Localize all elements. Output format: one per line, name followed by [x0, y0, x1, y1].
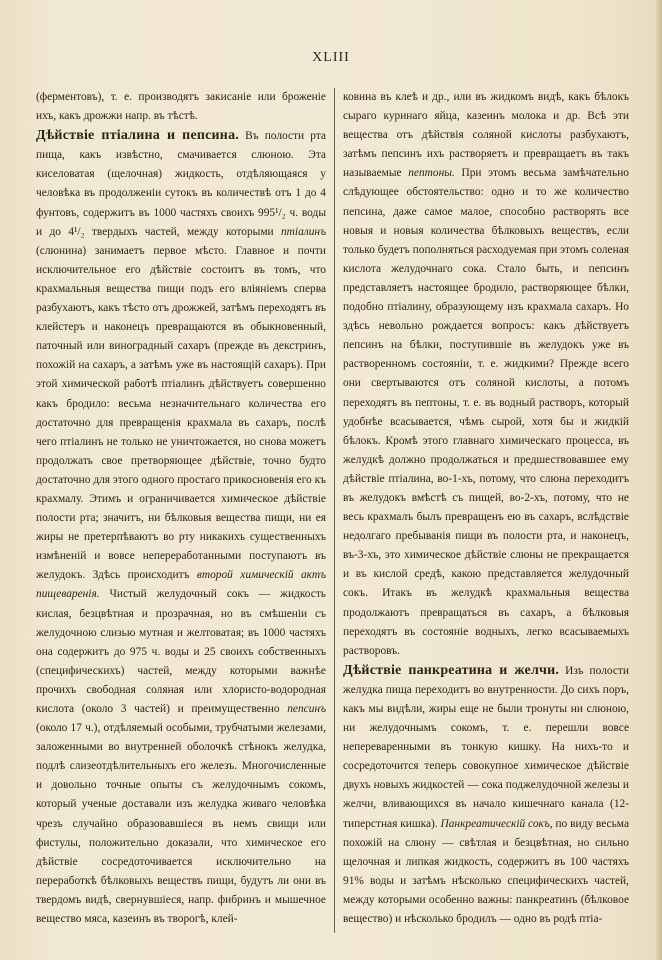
right-column: [343, 88, 629, 929]
paragraph-text: ковина въ клеѣ и др., или въ жидкомъ видѣ, какъ бѣлокъ сыраго куринаго яйца, казеинъ молока и др. Всѣ эти вещества отъ дѣйствія соляной кислоты разбухаютъ, затѣмъ пепсинъ ихъ растворяетъ и превращаетъ въ такъ называемые: [343, 91, 629, 180]
paragraph-ptialin-pepsin: [36, 126, 326, 929]
paragraph-text: Изъ полости желудка пища переходитъ во внутренности. До сихъ поръ, какъ мы видѣли, жиры еще не были тронуты ни слюною, ни желудочнымъ сокомъ, т. е. перешли вовсе непереваренными въ тонкую кишку. На нихъ-то и сосредоточится теперь совокупное химическое дѣйствіе двухъ новыхъ жидкостей — сока поджелудочной железы и желчи, вливающихся въ начало кишечнаго канала (12-типерстная кишка).: [343, 664, 629, 830]
term-second-act: второй химическій актъ пищеваренія.: [36, 569, 326, 601]
term-pancreatic-juice: Панкреатическій сокъ,: [440, 817, 553, 830]
paragraph-pancreatin-bile: [343, 661, 629, 929]
term-ptialin: птіалинъ: [280, 225, 326, 238]
column-divider: [334, 88, 335, 933]
left-column: [36, 88, 326, 929]
paragraph-text: Чистый желудочный сокъ — жидкость кислая, безцвѣтная и прозрачная, но въ смѣшеніи съ желудочною слизью мутная и желтоватая; въ 1000 частяхъ она содержитъ до 975 ч. воды и 25 своихъ собственныхъ (специфическихъ) частей, между которыми важнѣе прочихъ свободная соляная или хлористо-водородная кислота (около 3 частей) и преимущественно: [36, 588, 326, 715]
paragraph-text: (слюнина) занимаетъ первое мѣсто. Главное и почти исключительное его дѣйствіе состоитъ въ томъ, что крахмальныя вещества пищи подъ его вліяніемъ сперва разбухаютъ, какъ тѣсто отъ дрожжей, затѣмъ переходятъ въ клейстеръ и наконецъ превращаются въ обыкновенный, паточный или виноградный сахаръ (прежде въ декстринъ, похожій на сахаръ, а затѣмъ уже въ настоящій сахаръ). При этой химической работѣ птіалинъ дѣйствуетъ совершенно какъ бродило: весьма незначительнаго количества его достаточно для превращенія крахмала въ сахаръ, послѣ чего птіалинъ не только не уничтожается, но снова можетъ продолжать свое претворяющее дѣйствіе, точно будто достаточно для этого одного простаго прикосновенія его къ крахмалу. Этимъ и ограничивается химическое дѣйствіе полости рта; значитъ, ни бѣлковыя вещества пищи, ни ея жиры не претерпѣваютъ во рту никакихъ существенныхъ измѣненій и вовсе непереработанными поступаютъ въ желудокъ. Здѣсь происходитъ: [36, 244, 326, 582]
paragraph-pepsin-continued: [343, 88, 629, 661]
paragraph-text: по виду весьма похожій на слюну — свѣтлая и безцвѣтная, но сильно щелочная и липкая жидкость, содержитъ въ 100 частяхъ 91% воды и затѣмъ нѣсколько специфическихъ частей, между которыми особенно важны: панкреатинъ (бѣлковое вещество) и нѣсколько бродилъ — одно въ родѣ птіа-: [343, 817, 629, 926]
section-heading-pancreatin-bile: Дѣйствіе панкреатина и желчи.: [343, 662, 560, 678]
term-peptones: пептоны.: [408, 167, 455, 180]
page-edge: [656, 0, 662, 960]
paragraph-continuation: (ферментовъ), т. е. производятъ закисаніе или броженіе ихъ, какъ дрожжи напр. въ тѣстѣ.: [36, 91, 326, 123]
term-pepsin: пепсинъ: [287, 703, 326, 715]
paragraph-text: При этомъ весьма замѣчательно слѣдующее обстоятельство: одно и то же количество пепсина, даже самое малое, способно растворять все новыя и новыя количества бѣлковыхъ веществъ, если только будетъ пополняться расходуемая при этомъ соленая кислота желудочнаго сока. Стало быть, и пепсинъ представляетъ настоящее бродило, растворяющее бѣлки, подобно птіалину, образующему изъ крахмала сахаръ. Но здѣсь невольно рождается вопросъ: какъ дѣйствуетъ пепсинъ на бѣлки, поступившіе въ желудокъ уже въ растворенномъ состояніи, т. е. жидкими? Прежде всего они свертываются отъ соляной кислоты, а потомъ переходятъ въ пептоны, т. е. въ водный растворъ, который удобнѣе всасывается, чѣмъ сырой, хотя бы и жидкій бѣлокъ. Кромѣ этого главнаго химическаго процесса, въ желудкѣ должно продолжаться и предшествовавшее ему дѣйствіе птіалина, во-1-хъ, потому, что слюна переходитъ въ желудокъ вмѣстѣ съ пищей, во-2-хъ, потому, что не весь крахмалъ былъ превращенъ ею въ сахаръ, вслѣдствіе недолгаго пребыванія пищи въ полости рта, и наконецъ, въ-3-хъ, это химическое дѣйствіе слюны не прекращается и въ кислой средѣ, какою представляется желудочный сокъ. Итакъ въ желудкѣ крахмальныя вещества продолжаютъ превращаться въ сахаръ, а бѣлковыя переходятъ въ состояніе водныхъ, легко всасываемыхъ растворовъ.: [343, 167, 629, 657]
paragraph-text: Въ полости рта пища, какъ извѣстно, смачивается слюною. Эта киселоватая (щелочная) жидкость, отдѣляющаяся у человѣка въ продолженіи сутокъ въ количествѣ отъ 1 до 4 фунтовъ, содержитъ въ 1000 частяхъ своихъ 995¹/₂ ч. воды и до 4¹/₂ твердыхъ частей, между которыми: [36, 130, 326, 238]
paragraph-text: (около 17 ч.), отдѣляемый особыми, трубчатыми железами, заложенными во внутренней оболочкѣ стѣнокъ желудка, подлѣ слизеотдѣлительныхъ его железъ. Многочисленные и довольно точные опыты съ желудочнымъ сокомъ, который ученые доставали изъ желудка живаго человѣка чрезъ случайно образовавшіеся въ немъ свищи или фистулы, положительно доказали, что химическое его дѣйствіе сосредоточивается исключительно на переработкѣ бѣлковыхъ веществъ пищи, будутъ ли они въ твердомъ видѣ, свернувшіеся, напр. фибринъ и мышечное вещество мяса, казеинъ въ творогѣ, клей-: [36, 722, 326, 926]
page-number: XLIII: [312, 50, 350, 65]
section-heading-ptialin-pepsin: Дѣйствіе птіалина и пепсина.: [36, 128, 239, 144]
